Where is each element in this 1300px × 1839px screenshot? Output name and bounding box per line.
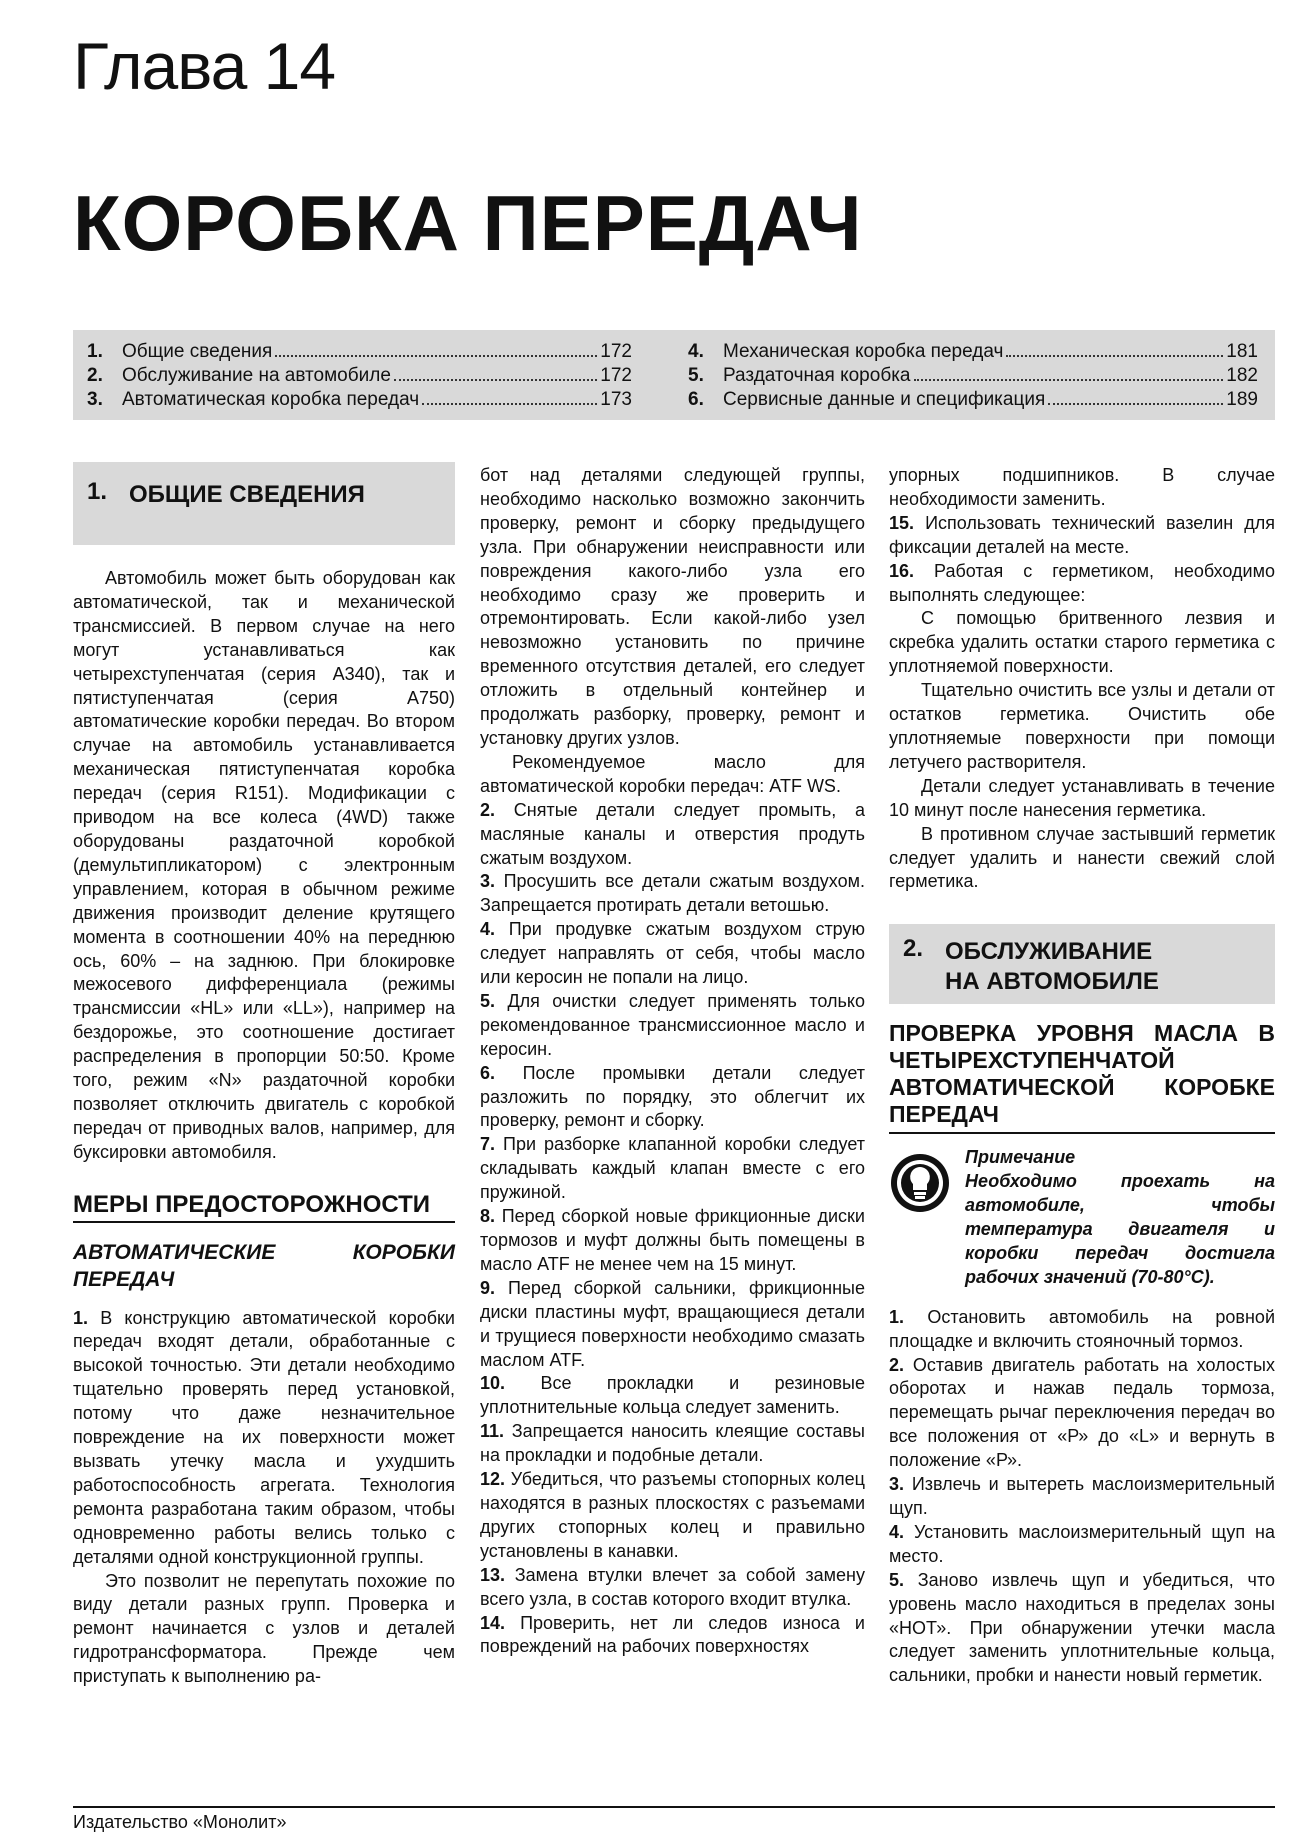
toc-entry-number: 2. bbox=[87, 365, 103, 386]
section-title-line: НА АВТОМОБИЛЕ bbox=[945, 968, 1159, 996]
list-item-number: 11. bbox=[480, 1421, 505, 1442]
list-item-text: Для очистки следует применять только рекомендованное трансмиссионное масло и керосин. bbox=[480, 990, 865, 1059]
list-item-text: В конструкцию автоматической коробки передач входят детали, обработанные с высокой точностью. Эти детали необходимо тщательно проверять перед установкой, потому что даже незначительное повреждение на их поверхности может вызвать утечку масла и ухудшить работоспособность агрегата. Технология ремонта разработана таким образом, чтобы одновременно работы велись только с деталями одной конструкционной группы. bbox=[73, 1307, 455, 1567]
list-item-number: 4. bbox=[889, 1521, 905, 1542]
list-item-text: Работая с герметиком, необходимо выполнять следующее: bbox=[889, 560, 1275, 605]
toc-entry-page: 172 bbox=[600, 341, 632, 362]
section-title-line: ОБСЛУЖИВАНИЕ bbox=[945, 938, 1153, 966]
list-item-number: 2. bbox=[480, 799, 496, 820]
toc-entry[interactable] bbox=[87, 340, 632, 364]
paragraph: Автомобиль может быть оборудован как автоматической, так и механической трансмиссией. В первом случае на него могут устанавливаться как четырехступенчатая (серия А340), так и пятиступенчатая (серия А750) автоматические коробки передач. Во втором случае на автомобиль устанавливается механическая пятиступенчатая коробка передач (серия R151). Модификации с приводом на все колеса (4WD) также оборудованы раздаточной коробкой (демультипликатором) с электронным управлением, которая в обычном режиме движения производит деление крутящего момента в соотношении 40% на переднюю ось, 60% – на заднюю. При блокировке межосевого дифференциала (режимы трансмиссии «HL» или «LL»), например на бездорожье, это соотношение достигает распределения в пропорции 50:50. Кроме того, режим «N» раздаточной коробки позволяет отключить двигатель с коробкой передач от приводных валов, например, для буксировки автомобиля. bbox=[73, 568, 455, 1162]
toc-entry-label: Автоматическая коробка передач bbox=[122, 389, 420, 410]
paragraph: Это позволит не перепутать похожие по виду детали разных групп. Проверка и ремонт начинается с узлов и деталей гидротрансформатора. Прежде чем приступать к выполнению ра- bbox=[73, 1570, 455, 1687]
list-item bbox=[889, 512, 1275, 560]
paragraph: бот над деталями следующей группы, необходимо насколько возможно закончить проверку, ремонт и сборку предыдущего узла. При обнаружении неисправности или повреждения какого-либо узла его необходимо сразу же проверить и отремонтировать. Если какой-либо узел невозможно установить по причине временного отсутствия деталей, его следует отложить в отдельный контейнер и продолжать разборку, проверку, ремонт и установку других узлов. bbox=[480, 465, 865, 748]
subsection-heading: АВТОМАТИЧЕСКИЕ КОРОБКИ ПЕРЕДАЧ bbox=[73, 1240, 455, 1291]
toc-entry-number: 3. bbox=[87, 389, 103, 410]
list-item-text: Заново извлечь щуп и убедиться, что уровень масло находиться в пределах зоны «НОТ». При обнаружении утечки масла следует заменить уплотнительные кольца, сальники, пробки и нанести новый герметик. bbox=[889, 1569, 1275, 1686]
toc-entry-label: Обслуживание на автомобиле bbox=[122, 365, 391, 386]
toc-entry-number: 5. bbox=[688, 365, 704, 386]
table-of-contents bbox=[73, 330, 1275, 420]
section-number: 1. bbox=[87, 478, 108, 505]
list-item bbox=[480, 799, 865, 871]
note-text: Необходимо проехать на автомобиле, чтобы температура двигателя и коробки передач достигла рабочих значений (70-80°С). bbox=[965, 1171, 1275, 1287]
list-item bbox=[889, 1354, 1275, 1474]
list-item bbox=[480, 1468, 865, 1564]
list-item-number: 10. bbox=[480, 1373, 506, 1394]
toc-entry-label: Общие сведения bbox=[122, 341, 273, 362]
list-item-number: 1. bbox=[889, 1306, 905, 1327]
toc-entry-number: 1. bbox=[87, 341, 103, 362]
precautions-heading: МЕРЫ ПРЕДОСТОРОЖНОСТИ bbox=[73, 1193, 455, 1223]
section-number: 2. bbox=[903, 935, 924, 963]
list-item-number: 8. bbox=[480, 1206, 496, 1227]
toc-entry-label: Сервисные данные и спецификация bbox=[723, 389, 1046, 410]
paragraph: Детали следует устанавливать в течение 10 минут после нанесения герметика. bbox=[889, 775, 1275, 820]
list-item-number: 1. bbox=[73, 1307, 89, 1328]
toc-entry-page: 189 bbox=[1226, 389, 1258, 410]
list-item bbox=[480, 1277, 865, 1373]
list-item bbox=[480, 990, 865, 1062]
toc-leader bbox=[914, 379, 1224, 381]
list-item-number: 4. bbox=[480, 919, 496, 940]
list-item-number: 13. bbox=[480, 1564, 506, 1585]
toc-entry-number: 4. bbox=[688, 341, 704, 362]
toc-entry[interactable] bbox=[688, 364, 1258, 388]
list-item-text: Снятые детали следует промыть, а масляные каналы и отверстия продуть сжатым воздухом. bbox=[480, 799, 865, 868]
toc-leader bbox=[394, 379, 597, 381]
list-item-number: 14. bbox=[480, 1612, 506, 1633]
list-item bbox=[480, 1420, 865, 1468]
column-3 bbox=[889, 464, 1275, 1688]
toc-leader bbox=[275, 355, 597, 357]
toc-entry-label: Механическая коробка передач bbox=[723, 341, 1004, 362]
list-item-text: Убедиться, что разъемы стопорных колец находятся в разных плоскостях с разъемами других стопорных колец и правильно установлены в канавки. bbox=[480, 1469, 865, 1561]
toc-entry[interactable] bbox=[87, 364, 632, 388]
section-title: ОБЩИЕ СВЕДЕНИЯ bbox=[129, 481, 365, 508]
list-item bbox=[889, 1473, 1275, 1521]
list-item bbox=[889, 560, 1275, 608]
toc-leader bbox=[422, 403, 597, 405]
toc-entry[interactable] bbox=[688, 388, 1258, 412]
paragraph: Рекомендуемое масло для автоматической коробки передач: ATF WS. bbox=[480, 751, 865, 796]
list-item-number: 9. bbox=[480, 1277, 496, 1298]
section-2-header bbox=[889, 924, 1275, 1004]
list-item-text: Все прокладки и резиновые уплотнительные кольца следует заменить. bbox=[480, 1373, 865, 1418]
toc-leader bbox=[1048, 403, 1223, 405]
publisher-footer: Издательство «Монолит» bbox=[73, 1812, 287, 1832]
column-2 bbox=[480, 464, 865, 1659]
list-item-number: 2. bbox=[889, 1354, 905, 1375]
list-item-text: Оставив двигатель работать на холостых оборотах и нажав педаль тормоза, перемещать рычаг переключения передач во все положения от «Р» до «L» и вернуть в положение «Р». bbox=[889, 1354, 1275, 1471]
list-item-text: Запрещается наносить клеящие составы на прокладки и подобные детали. bbox=[480, 1421, 865, 1466]
paragraph: В противном случае застывший герметик следует удалить и нанести свежий слой герметика. bbox=[889, 823, 1275, 892]
column-1 bbox=[73, 462, 455, 1689]
list-item bbox=[480, 1612, 865, 1660]
list-item-number: 5. bbox=[889, 1569, 905, 1590]
toc-entry-page: 182 bbox=[1226, 365, 1258, 386]
list-item-number: 7. bbox=[480, 1134, 496, 1155]
list-item-text: Проверить, нет ли следов износа и повреждений на рабочих поверхностях bbox=[480, 1612, 865, 1657]
section-1-header bbox=[73, 462, 455, 545]
toc-entry-label: Раздаточная коробка bbox=[723, 365, 911, 386]
toc-column-left bbox=[87, 340, 632, 412]
chapter-title: КОРОБКА ПЕРЕДАЧ bbox=[73, 179, 863, 267]
list-item-text: При разборке клапанной коробки следует складывать каждый клапан вместе с его пружиной. bbox=[480, 1134, 865, 1203]
list-item-text: Перед сборкой сальники, фрикционные диски пластины муфт, вращающиеся детали и трущиеся поверхности необходимо смазать маслом ATF. bbox=[480, 1277, 865, 1370]
list-item-number: 16. bbox=[889, 560, 915, 581]
list-item-number: 5. bbox=[480, 990, 496, 1011]
list-item-text: Использовать технический вазелин для фиксации деталей на месте. bbox=[889, 512, 1275, 557]
list-item-text: При продувке сжатым воздухом струю следует направлять от себя, чтобы масло или керосин не попали на лицо. bbox=[480, 919, 865, 988]
list-item-text: Перед сборкой новые фрикционные диски тормозов и муфт должны быть помещены в масло ATF не менее чем на 15 минут. bbox=[480, 1206, 865, 1274]
list-item bbox=[480, 918, 865, 990]
list-item-text: Просушить все детали сжатым воздухом. Запрещается протирать детали ветошью. bbox=[480, 871, 865, 916]
list-item bbox=[889, 1569, 1275, 1689]
list-item bbox=[480, 1062, 865, 1134]
lightbulb-icon bbox=[889, 1152, 951, 1214]
toc-entry[interactable] bbox=[87, 388, 632, 412]
list-item bbox=[889, 1521, 1275, 1569]
list-item bbox=[73, 1307, 455, 1570]
note-box bbox=[889, 1146, 1275, 1289]
list-item bbox=[480, 1133, 865, 1205]
toc-entry[interactable] bbox=[688, 340, 1258, 364]
list-item-number: 15. bbox=[889, 512, 915, 533]
toc-entry-page: 181 bbox=[1226, 341, 1258, 362]
list-item-text: Замена втулки влечет за собой замену всего узла, в состав которого входит втулка. bbox=[480, 1564, 865, 1609]
paragraph: Тщательно очистить все узлы и детали от остатков герметика. Очистить обе уплотняемые поверхности при помощи летучего растворителя. bbox=[889, 680, 1275, 772]
list-item-number: 3. bbox=[480, 871, 496, 892]
toc-entry-page: 172 bbox=[600, 365, 632, 386]
oil-check-heading: ПРОВЕРКА УРОВНЯ МАСЛА В ЧЕТЫРЕХСТУПЕНЧАТОЙ АВТОМАТИЧЕСКОЙ КОРОБКЕ ПЕРЕДАЧ bbox=[889, 1020, 1275, 1134]
list-item-text: После промывки детали следует разложить по порядку, это облегчит их проверку, ремонт и сборку. bbox=[480, 1062, 865, 1131]
list-item bbox=[480, 1564, 865, 1612]
paragraph: С помощью бритвенного лезвия и скребка удалить остатки старого герметика с уплотняемой поверхности. bbox=[889, 608, 1275, 677]
chapter-number: Глава 14 bbox=[73, 29, 336, 103]
footer-rule bbox=[73, 1806, 1275, 1808]
list-item-number: 6. bbox=[480, 1062, 496, 1083]
list-item-text: Остановить автомобиль на ровной площадке и включить стояночный тормоз. bbox=[889, 1306, 1275, 1351]
paragraph: упорных подшипников. В случае необходимости заменить. bbox=[889, 465, 1275, 509]
list-item bbox=[480, 1372, 865, 1420]
list-item-number: 12. bbox=[480, 1469, 506, 1490]
list-item-number: 3. bbox=[889, 1474, 905, 1495]
list-item bbox=[480, 870, 865, 918]
toc-entry-number: 6. bbox=[688, 389, 704, 410]
toc-entry-page: 173 bbox=[600, 389, 632, 410]
note-title: Примечание bbox=[965, 1147, 1076, 1168]
list-item-text: Извлечь и вытереть маслоизмерительный щуп. bbox=[889, 1474, 1275, 1518]
toc-leader bbox=[1006, 355, 1223, 357]
list-item bbox=[889, 1306, 1275, 1354]
list-item bbox=[480, 1205, 865, 1277]
toc-column-right bbox=[688, 340, 1258, 412]
list-item-text: Установить маслоизмерительный щуп на место. bbox=[889, 1521, 1275, 1566]
section-title bbox=[945, 937, 1159, 997]
